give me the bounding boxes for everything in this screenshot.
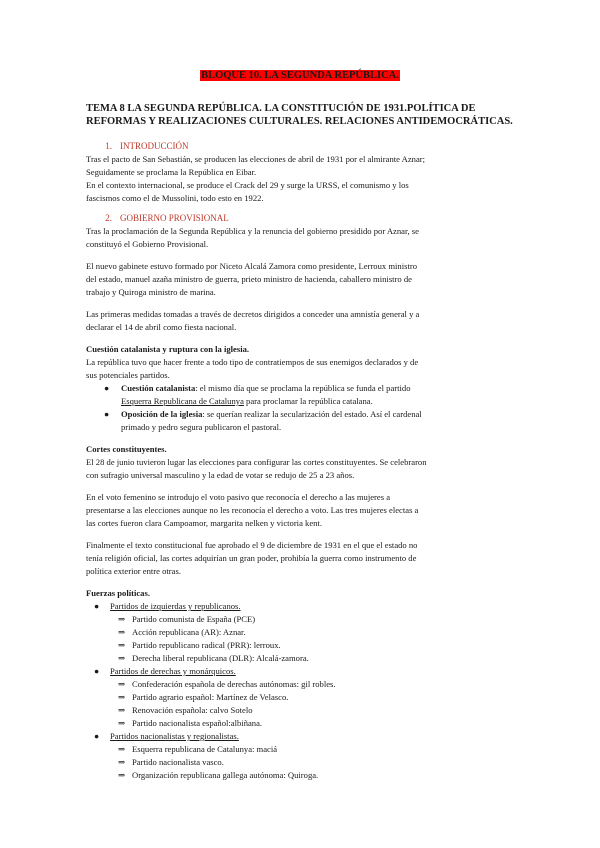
fuerzas-heading: Fuerzas políticas.: [86, 588, 150, 598]
list-item: Partido nacionalista español:albiñana.: [132, 718, 263, 728]
constitucion-line-2: tenía religión oficial, las cortes adquirían un gran poder, prohibía la guerra como instrumento de: [86, 553, 417, 563]
arrow-icon: ⇒: [118, 744, 126, 754]
voto-line-1: En el voto femenino se introdujo el voto pasivo que reconocía el derecho a las mujeres a: [86, 492, 391, 502]
tema-heading: TEMA 8 LA SEGUNDA REPÚBLICA. LA CONSTITUCIÓN DE 1931.POLÍTICA DE REFORMAS Y REALIZACIONES CULTURALES. RELACIONES ANTIDEMOCRÁTICAS.: [86, 103, 513, 127]
list-item: Partido agrario español: Martínez de Velasco.: [132, 692, 289, 702]
arrow-icon: ⇒: [118, 653, 126, 663]
intro-line-3: En el contexto internacional, se produce el Crack del 29 y surge la URSS, el comunismo y los: [86, 180, 409, 190]
arrow-icon: ⇒: [118, 627, 126, 637]
cuestion-line-2: sus potenciales partidos.: [86, 370, 170, 380]
arrow-icon: ⇒: [118, 679, 126, 689]
voto-line-3: las cortes fueron clara Campoamor, margarita nelken y victoria kent.: [86, 518, 322, 528]
cuestion-line-1: La república tuvo que hacer frente a todo tipo de contratiempos de sus enemigos declarados y de: [86, 357, 419, 367]
arrow-icon: ⇒: [118, 614, 126, 624]
bullet-icon: ●: [94, 666, 100, 676]
constitucion-line-3: política exterior entre otras.: [86, 566, 181, 576]
cuestion-heading: Cuestión catalanista y ruptura con la iglesia.: [86, 344, 250, 354]
section-introduccion-heading: 1. INTRODUCCIÓN: [105, 141, 189, 151]
list-item: Partido nacionalista vasco.: [132, 757, 224, 767]
group-label-derechas: Partidos de derechas y monárquicos.: [110, 666, 236, 676]
gobierno-line-1: Tras la proclamación de la Segunda República y la renuncia del gobierno presidido por Aznar, se: [86, 226, 419, 236]
cortes-line-2: con sufragio universal masculino y la edad de votar se redujo de 25 a 23 años.: [86, 470, 355, 480]
list-item: Renovación española: calvo Sotelo: [132, 705, 253, 715]
list-item: Acción republicana (AR): Aznar.: [132, 627, 246, 637]
arrow-icon: ⇒: [118, 692, 126, 702]
arrow-icon: ⇒: [118, 718, 126, 728]
list-item: Partido comunista de España (PCE): [132, 614, 256, 624]
group-label-nacionalistas: Partidos nacionalistas y regionalistas.: [110, 731, 239, 741]
list-item: Confederación española de derechas autónomas: gil robles.: [132, 679, 336, 689]
arrow-icon: ⇒: [118, 770, 126, 780]
list-item: Partido republicano radical (PRR): lerroux.: [132, 640, 281, 650]
arrow-icon: ⇒: [118, 757, 126, 767]
bullet-icon: ●: [94, 601, 100, 611]
list-item: Esquerra republicana de Catalunya: maciá: [132, 744, 278, 754]
list-item: Derecha liberal republicana (DLR): Alcalá-zamora.: [132, 653, 309, 663]
page-title: BLOQUE 10. LA SEGUNDA REPÚBLICA.: [201, 70, 399, 81]
arrow-icon: ⇒: [118, 640, 126, 650]
section-gobierno-heading: 2. GOBIERNO PROVISIONAL: [105, 213, 229, 223]
voto-line-2: presentarse a las elecciones aunque no les reconocía el derecho a voto. Las tres mujeres electas a: [86, 505, 419, 515]
intro-line-2: Seguidamente se proclama la República en Eibar.: [86, 167, 257, 177]
gabinete-line-1: El nuevo gabinete estuvo formado por Niceto Alcalá Zamora como presidente, Lerroux ministro: [86, 261, 417, 271]
esquerra-link[interactable]: Esquerra Republicana de Catalunya: [121, 396, 244, 406]
bullet-icon: ●: [104, 383, 110, 393]
gabinete-line-2: del estado, manuel azaña ministro de guerra, prieto ministro de hacienda, caballero ministro de: [86, 274, 412, 284]
medidas-line-2: declarar el 14 de abril como fiesta nacional.: [86, 322, 237, 332]
gobierno-line-2: constituyó el Gobierno Provisional.: [86, 239, 209, 249]
cortes-heading: Cortes constituyentes.: [86, 444, 167, 454]
list-item: Organización republicana gallega autónoma: Quiroga.: [132, 770, 319, 780]
bullet-icon: ●: [94, 731, 100, 741]
cortes-line-1: El 28 de junio tuvieron lugar las elecciones para configurar las cortes constituyentes. Se celebraron: [86, 457, 427, 467]
medidas-line-1: Las primeras medidas tomadas a través de decretos dirigidos a conceder una amnistía general y a: [86, 309, 420, 319]
gabinete-line-3: trabajo y Quiroga ministro de marina.: [86, 287, 216, 297]
bullet-icon: ●: [104, 409, 110, 419]
group-label-izquierdas: Partidos de izquierdas y republicanos.: [110, 601, 241, 611]
document-page: BLOQUE 10. LA SEGUNDA REPÚBLICA. TEMA 8 LA SEGUNDA REPÚBLICA. LA CONSTITUCIÓN DE 1931.POLÍTICA DE REFORMAS Y REALIZACIONES CULTURALES. RELACIONES ANTIDEMOCRÁTICAS. 1. INTRODUCCIÓN Tras el pacto de San Sebastián, se producen las elecciones de abril de 1931 por el almirante Aznar; Seguidamente se proclama la República en Eibar. En el contexto internacional, se produce el Crack del 29 y surge la URSS, el comunismo y los fascismos como el de Mussolini, todo esto en 1922. 2. GOBIERNO PROVISIONAL Tras la proclamación de la Segunda República y la renuncia del gobierno presidido por Aznar, se constituyó el Gobierno Provisional. El nuevo gabinete estuvo formado por Niceto Alcalá Zamora como presidente, Lerroux ministro del estado, manuel azaña ministro de guerra, prieto ministro de hacienda, caballero ministro de trabajo y Quiroga ministro de marina. Las primeras medidas tomadas a través de decretos dirigidos a conceder una amnistía general y a declarar el 14 de abril como fiesta nacional. Cuestión catalanista y ruptura con la iglesia. La república tuvo que hacer frente a todo tipo de contratiempos de sus enemigos declarados y de sus potenciales partidos. ● Cuestión catalanista: el mismo día que se proclama la república se funda el partido Esquerra Republicana de Catalunya para proclamar la república catalana. ● Oposición de la iglesia: se querían realizar la secularización del estado. Así el cardenal primado y pedro segura publicaron el pastoral. Cortes constituyentes. El 28 de junio tuvieron lugar las elecciones para configurar las cortes constituyentes. Se celebraron con sufragio universal masculino y la edad de votar se redujo de 25 a 23 años. En el voto femenino se introdujo el voto pasivo que reconocía el derecho a las mujeres a presentarse a las elecciones aunque no les reconocía el derecho a voto. Las tres mujeres electas a las cortes fueron clara Campoamor, margarita nelken y victoria kent. Finalmente el texto constitucional fue aprobado el 9 de diciembre de 1931 en el que el estado no tenía religión oficial, las cortes adquirían un gran poder, prohibía la guerra como instrumento de política exterior entre otras. Fuerzas políticas. ● Partidos de izquierdas y republicanos. ⇒ Partido comunista de España (PCE) ⇒ Acción republicana (AR): Aznar. ⇒ Partido republicano radical (PRR): lerroux. ⇒ Derecha liberal republicana (DLR): Alcalá-zamora. ● Partidos de derechas y monárquicos. ⇒ Confederación española de derechas autónomas: gil robles. ⇒ Partido agrario español: Martínez de Velasco. ⇒ Renovación española: calvo Sotelo ⇒ Partido nacionalista español:albiñana. ● Partidos nacionalistas y regionalistas. ⇒ Esquerra republicana de Catalunya: maciá ⇒ Partido nacionalista vasco. ⇒ Organización republicana gallega autónoma: Quiroga.: [0, 0, 600, 848]
intro-line-1: Tras el pacto de San Sebastián, se producen las elecciones de abril de 1931 por el almirante Aznar;: [86, 154, 426, 164]
arrow-icon: ⇒: [118, 705, 126, 715]
intro-line-4: fascismos como el de Mussolini, todo esto en 1922.: [86, 193, 264, 203]
constitucion-line-1: Finalmente el texto constitucional fue aprobado el 9 de diciembre de 1931 en el que el estado no: [86, 540, 418, 550]
